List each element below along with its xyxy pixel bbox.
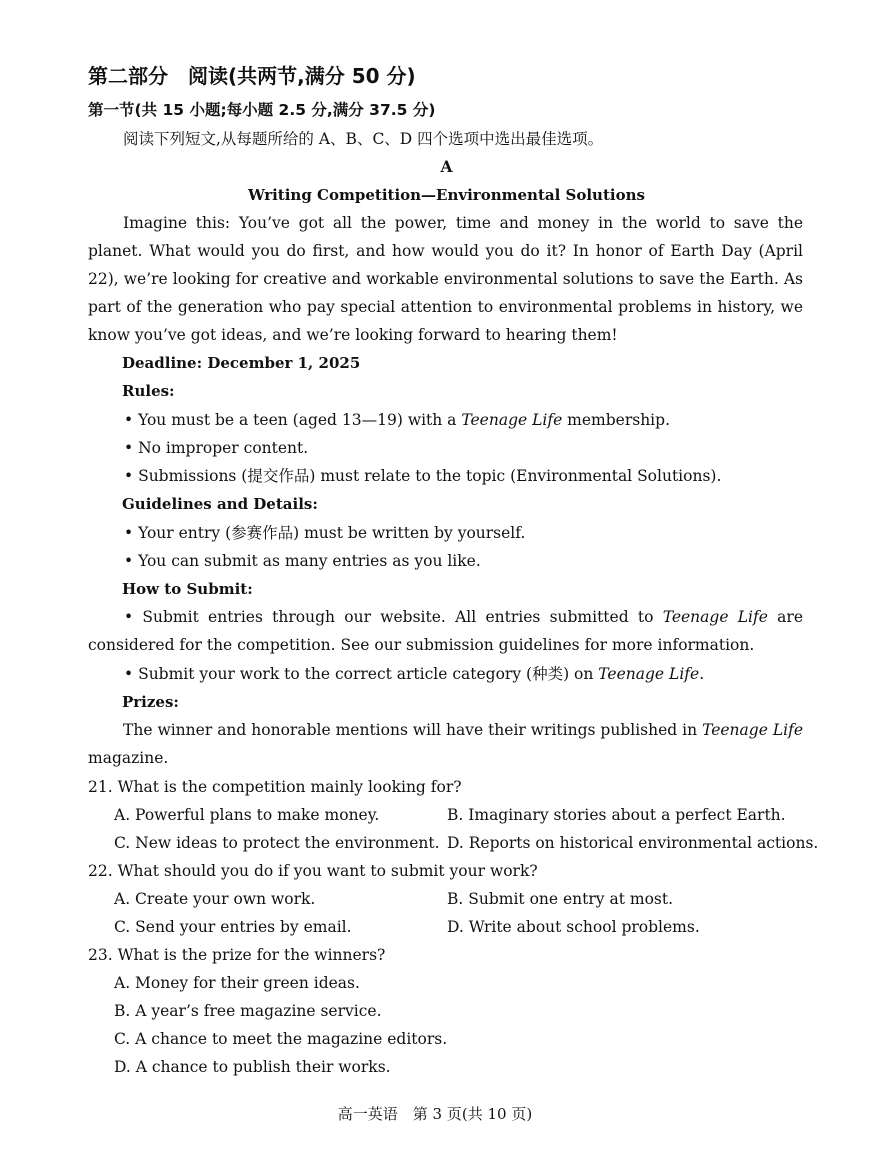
question-22-stem: 22. What should you do if you want to submit your work?: [88, 862, 538, 880]
deadline-label: Deadline: December 1, 2025: [122, 354, 361, 372]
question-21-option-a: A. Powerful plans to make money.: [114, 806, 380, 824]
how-to-submit-label: How to Submit:: [122, 580, 253, 598]
rules-label: Rules:: [122, 382, 175, 400]
question-23-option-c: C. A chance to meet the magazine editors.: [114, 1030, 448, 1048]
passage-title: Writing Competition—Environmental Solutions: [248, 186, 645, 204]
question-22-option-a: A. Create your own work.: [114, 890, 316, 908]
how-to-submit-item-1: • Submit entries through our website. All entries submitted to Teenage Life are considered for the competition. See our submission guidelines for more information.: [88, 608, 803, 654]
passage-intro: Imagine this: You’ve got all the power, time and money in the world to save the planet. What would you do first, and how would you do it? In honor of Earth Day (April 22), we’re looking for creative and workable environmental solutions to save the Earth. As part of the generation who pay special attention to environmental problems in history, we know you’ve got ideas, and we’re looking forward to hearing them!: [88, 214, 803, 344]
question-22-option-c: C. Send your entries by email.: [114, 918, 352, 936]
rule-item-3: • Submissions (提交作品) must relate to the topic (Environmental Solutions).: [124, 467, 722, 485]
instruction: 阅读下列短文,从每题所给的 A、B、C、D 四个选项中选出最佳选项。: [123, 130, 604, 148]
question-21-option-c: C. New ideas to protect the environment.: [114, 834, 440, 852]
guideline-item-1: • Your entry (参赛作品) must be written by yourself.: [124, 524, 526, 542]
passage-letter: A: [440, 157, 453, 176]
question-23-option-a: A. Money for their green ideas.: [114, 974, 360, 992]
question-21-option-b: B. Imaginary stories about a perfect Earth.: [447, 806, 786, 824]
page-footer: 高一英语 第 3 页(共 10 页): [337, 1105, 533, 1123]
guideline-item-2: • You can submit as many entries as you like.: [124, 552, 481, 570]
how-to-submit-item-2: • Submit your work to the correct article category (种类) on Teenage Life.: [124, 665, 705, 683]
prizes-label: Prizes:: [122, 693, 179, 711]
question-22-option-d: D. Write about school problems.: [447, 918, 700, 936]
question-23-option-b: B. A year’s free magazine service.: [114, 1002, 382, 1020]
rule-item-1: • You must be a teen (aged 13—19) with a Teenage Life membership.: [124, 411, 670, 429]
section-title: 第一节(共 15 小题;每小题 2.5 分,满分 37.5 分): [88, 101, 436, 119]
question-21-stem: 21. What is the competition mainly looking for?: [88, 778, 462, 796]
rule-item-2: • No improper content.: [124, 439, 309, 457]
prizes-text: The winner and honorable mentions will have their writings published in Teenage Life magazine.: [88, 721, 803, 767]
guidelines-label: Guidelines and Details:: [122, 495, 318, 513]
question-23-option-d: D. A chance to publish their works.: [114, 1058, 391, 1076]
question-22-option-b: B. Submit one entry at most.: [447, 890, 674, 908]
part-title: 第二部分 阅读(共两节,满分 50 分): [88, 64, 416, 88]
question-23-stem: 23. What is the prize for the winners?: [88, 946, 386, 964]
question-21-option-d: D. Reports on historical environmental actions.: [447, 834, 819, 852]
